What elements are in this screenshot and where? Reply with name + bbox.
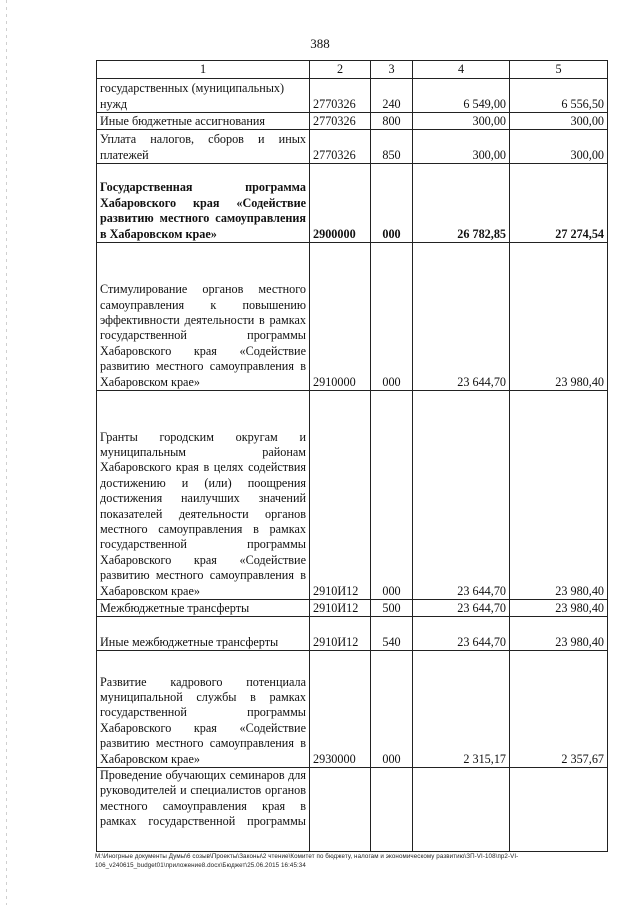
row-code: 2900000 [310,164,371,243]
page-number: 388 [310,36,330,51]
row-value-1: 23 644,70 [413,391,510,600]
row-value-2: 23 980,40 [510,243,608,391]
header-col-2: 2 [310,61,371,79]
row-code: 2910И12 [310,391,371,600]
table-row [97,768,608,852]
row-name: Иные межбюджетные трансферты [97,617,310,651]
row-name: государственных (муниципальных) нужд [97,79,310,113]
row-value-1: 2 315,17 [413,651,510,768]
table-row [97,79,608,113]
row-value-1 [413,768,510,852]
row-value-2: 23 980,40 [510,617,608,651]
row-type: 240 [371,79,413,113]
row-value-2: 23 980,40 [510,391,608,600]
footer-line-1: M:\Иногрные документы Думы\6 созыв\Проекты\Законы\2 чтение\Комитет по бюджету, налогам и экономическому развитию\ЗП-VI-108\пр2-VI- [95,853,519,860]
row-name: Уплата налогов, сборов и иных платежей [97,130,310,164]
budget-table [96,60,608,852]
header-col-3: 3 [371,61,413,79]
row-value-2 [510,768,608,852]
table-header-row [97,61,608,79]
row-type: 000 [371,164,413,243]
footer-line-2: 106_v240615_budget01\приложение8.docx\Бюджет\25.06.2015 16:45:34 [95,862,306,869]
row-value-1: 23 644,70 [413,600,510,617]
header-col-5: 5 [510,61,608,79]
row-value-2: 6 556,50 [510,79,608,113]
row-code: 2910И12 [310,617,371,651]
table-row [97,391,608,600]
table-row [97,600,608,617]
row-type: 800 [371,113,413,130]
row-value-1: 300,00 [413,130,510,164]
row-value-1: 26 782,85 [413,164,510,243]
row-type: 000 [371,391,413,600]
row-name: Государственная программа Хабаровского края «Содействие развитию местного самоуправления в Хабаровском крае» [97,164,310,243]
row-type [371,768,413,852]
scan-edge-line [6,0,7,905]
table-row [97,113,608,130]
row-value-2: 27 274,54 [510,164,608,243]
table-row [97,130,608,164]
row-code: 2770326 [310,130,371,164]
row-code: 2930000 [310,651,371,768]
row-code: 2910000 [310,243,371,391]
row-name: Гранты городским округам и муниципальным районам Хабаровского края в целях содействия достижению и (или) поощрения достижения наилучших значений показателей деятельности органов местного самоуправления в рамках государственной программы Хабаровского края «Содействие развитию местного самоуправления в Хабаровском крае» [97,391,310,600]
row-name: Развитие кадрового потенциала муниципальной службы в рамках государственной программы Хабаровского края «Содействие развитию местного самоуправления в Хабаровском крае» [97,651,310,768]
header-col-1: 1 [97,61,310,79]
row-value-1: 6 549,00 [413,79,510,113]
row-value-1: 23 644,70 [413,617,510,651]
row-value-2: 300,00 [510,130,608,164]
row-type: 000 [371,243,413,391]
row-name: Проведение обучающих семинаров для руководителей и специалистов органов местного самоуправления края в рамках государственной программы [97,768,310,852]
row-type: 500 [371,600,413,617]
row-type: 540 [371,617,413,651]
table-row [97,651,608,768]
row-name: Межбюджетные трансферты [97,600,310,617]
row-value-2: 23 980,40 [510,600,608,617]
row-code: 2770326 [310,113,371,130]
row-value-2: 2 357,67 [510,651,608,768]
row-code: 2910И12 [310,600,371,617]
row-name: Стимулирование органов местного самоуправления к повышению эффективности деятельности в рамках государственной программы Хабаровского края «Содействие развитию местного самоуправления в Хабаровском крае» [97,243,310,391]
header-col-4: 4 [413,61,510,79]
row-code: 2770326 [310,79,371,113]
file-path-footer [95,852,615,870]
row-name: Иные бюджетные ассигнования [97,113,310,130]
table-row [97,617,608,651]
row-type: 850 [371,130,413,164]
row-code [310,768,371,852]
table-row [97,243,608,391]
table-row-program [97,164,608,243]
row-type: 000 [371,651,413,768]
row-value-2: 300,00 [510,113,608,130]
row-value-1: 300,00 [413,113,510,130]
row-value-1: 23 644,70 [413,243,510,391]
